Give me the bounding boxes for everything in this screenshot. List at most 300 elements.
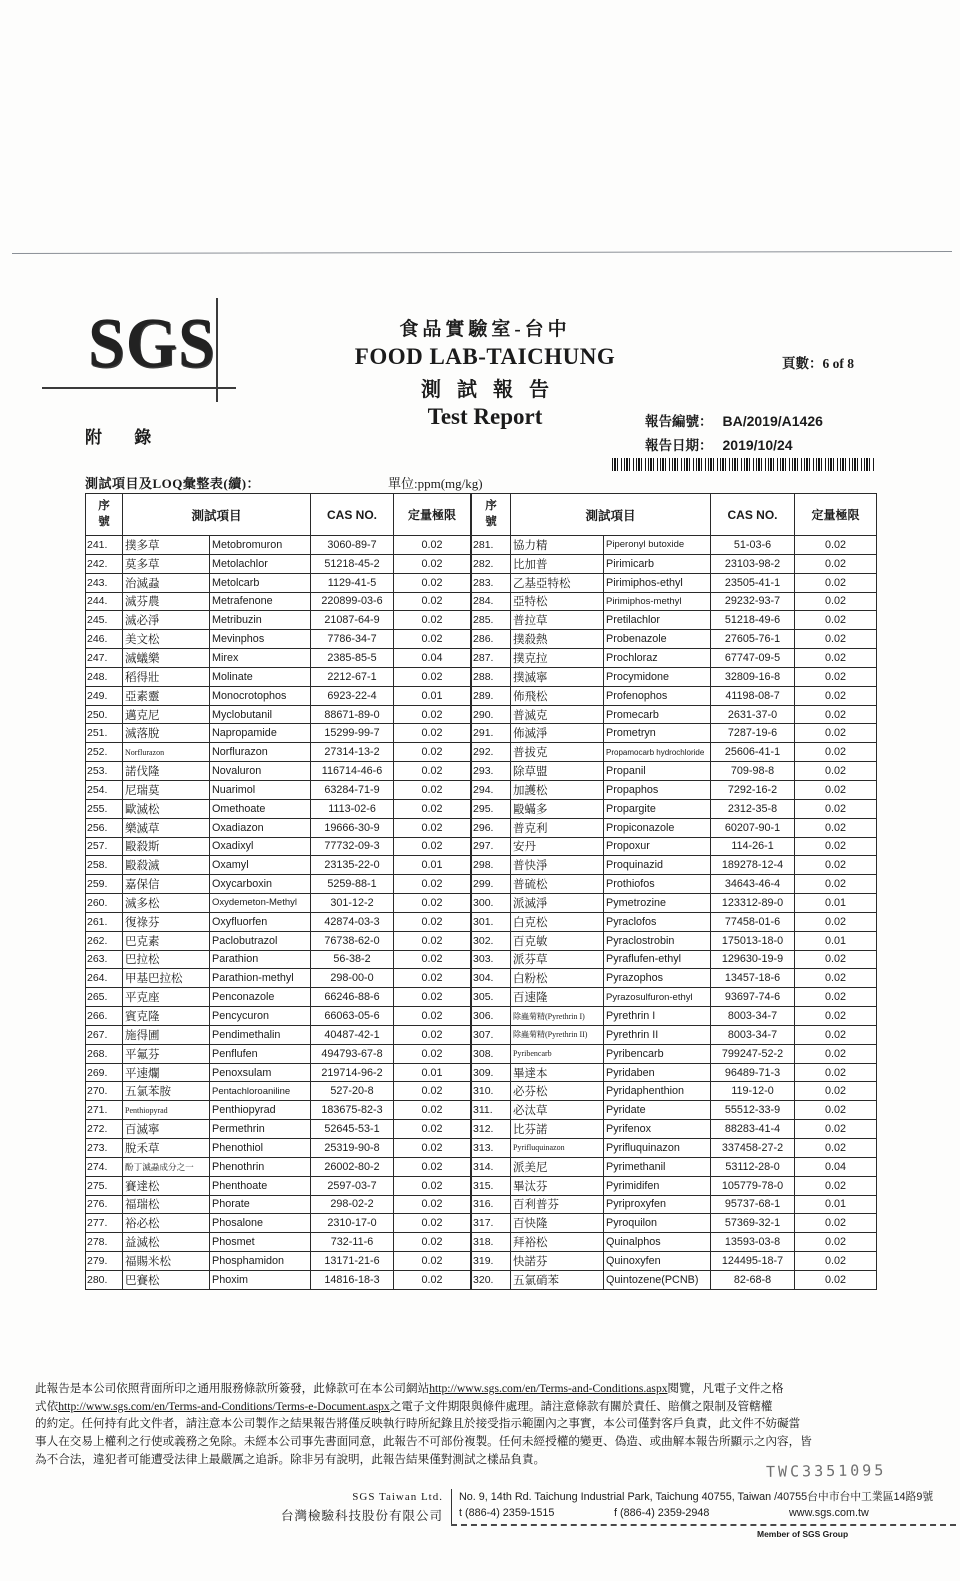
cas-number: 123312-89-0 [711,894,795,913]
item-name-en: Permethrin [210,1120,311,1139]
cas-number: 494793-67-8 [311,1044,394,1063]
item-name-en: Pyrifenox [604,1120,711,1139]
loq-value: 0.02 [795,856,877,875]
item-name-zh: 安丹 [511,837,604,856]
cas-number: 63284-71-9 [311,780,394,799]
table-row [472,875,877,894]
loq-value: 0.02 [795,1120,877,1139]
cas-number: 13593-03-8 [711,1233,795,1252]
item-name-en: Omethoate [210,799,311,818]
loq-value: 0.02 [795,818,877,837]
item-name-en: Propoxur [604,837,711,856]
item-name-zh: 巴克素 [123,931,210,950]
cas-number: 13171-21-6 [311,1252,394,1271]
item-name-en: Mirex [210,649,311,668]
row-seq-number: 267. [86,1025,123,1044]
table-row [86,1044,471,1063]
item-name-zh: Penthiopyrad [123,1101,210,1120]
item-name-zh: 乙基亞特松 [511,573,604,592]
item-name-en: Phosalone [210,1214,311,1233]
row-seq-number: 259. [86,875,123,894]
item-name-en: Pirimiphos-ethyl [604,573,711,592]
cas-number: 298-00-0 [311,969,394,988]
table-row [86,1101,471,1120]
item-name-en: Pyraflufen-ethyl [604,950,711,969]
item-name-en: Pencycuron [210,1007,311,1026]
row-seq-number: 294. [472,780,511,799]
row-seq-number: 252. [86,743,123,762]
company-contact-block [459,1489,959,1519]
cas-number: 55512-33-9 [711,1101,795,1120]
col-header-seq: 序 號 [86,494,123,536]
cas-number: 82-68-8 [711,1270,795,1289]
table-row [472,592,877,611]
table-row [86,667,471,686]
item-name-zh: 歐滅松 [123,799,210,818]
cas-number: 114-26-1 [711,837,795,856]
row-seq-number: 292. [472,743,511,762]
cas-number: 8003-34-7 [711,1025,795,1044]
table-row [86,649,471,668]
table-row [472,1044,877,1063]
row-seq-number: 261. [86,912,123,931]
row-seq-number: 286. [472,630,511,649]
report-date-value: 2019/10/24 [722,437,793,453]
row-seq-number: 318. [472,1233,511,1252]
item-name-en: Metolcarb [210,573,311,592]
cas-number: 14816-18-3 [311,1270,394,1289]
table-row [86,592,471,611]
loq-value: 0.02 [795,1082,877,1101]
item-name-en: Parathion-methyl [210,969,311,988]
cas-number: 77458-01-6 [711,912,795,931]
item-name-en: Pyrazosulfuron-ethyl [604,988,711,1007]
loq-value: 0.02 [795,630,877,649]
table-row [472,818,877,837]
loq-value: 0.04 [795,1157,877,1176]
table-row [472,1233,877,1252]
item-name-zh: Norflurazon [123,743,210,762]
item-name-zh: 裕必松 [123,1214,210,1233]
item-name-en: Oxydemeton-Methyl [210,894,311,913]
row-seq-number: 304. [472,969,511,988]
company-website: www.sgs.com.tw [789,1507,869,1519]
item-name-en: Propargite [604,799,711,818]
item-name-zh: 復祿芬 [123,912,210,931]
item-name-zh: 撲殺熱 [511,630,604,649]
cas-number: 23103-98-2 [711,554,795,573]
item-name-zh: 福賜米松 [123,1252,210,1271]
table-row [86,1157,471,1176]
loq-value: 0.02 [795,1063,877,1082]
item-name-zh: 普快淨 [511,856,604,875]
row-seq-number: 249. [86,686,123,705]
item-name-en: Pyroquilon [604,1214,711,1233]
table-row [472,705,877,724]
item-name-en: Pirimicarb [604,554,711,573]
loq-value: 0.02 [394,931,471,950]
item-name-en: Metobromuron [210,536,311,555]
loq-section-title: 測試項目及LOQ彙整表(續)： [85,473,260,494]
item-name-zh: 嘉保信 [123,875,210,894]
item-name-zh: 百快隆 [511,1214,604,1233]
row-seq-number: 245. [86,611,123,630]
cas-number: 95737-68-1 [711,1195,795,1214]
cas-number: 34643-46-4 [711,875,795,894]
item-name-en: Pyridaben [604,1063,711,1082]
item-name-en: Piperonyl butoxide [604,536,711,555]
item-name-en: Monocrotophos [210,686,311,705]
col-header-cas: CAS NO. [711,494,795,536]
row-seq-number: 295. [472,799,511,818]
row-seq-number: 262. [86,931,123,950]
cas-number: 51218-45-2 [311,554,394,573]
row-seq-number: 274. [86,1157,123,1176]
item-name-en: Prothiofos [604,875,711,894]
terms-url: http://www.sgs.com/en/Terms-and-Conditions/Terms-e-Document.aspx [58,1399,390,1413]
report-number-label: 報告編號： [645,414,713,429]
item-name-zh: 巴拉松 [123,950,210,969]
cas-number: 189278-12-4 [711,856,795,875]
cas-number: 96489-71-3 [711,1063,795,1082]
row-seq-number: 306. [472,1007,511,1026]
cas-number: 88671-89-0 [311,705,394,724]
table-row [86,818,471,837]
item-name-zh: 除蟲菊精(Pyrethrin I) [511,1007,604,1026]
table-row [86,1120,471,1139]
item-name-en: Phenothrin [210,1157,311,1176]
row-seq-number: 288. [472,667,511,686]
row-seq-number: 309. [472,1063,511,1082]
row-seq-number: 285. [472,611,511,630]
table-row [472,630,877,649]
item-name-en: Phoxim [210,1270,311,1289]
table-row [472,1157,877,1176]
item-name-zh: 尼瑞莫 [123,780,210,799]
item-name-zh: Pyribencarb [511,1044,604,1063]
loq-value: 0.02 [795,536,877,555]
col-header-seq: 序 號 [472,494,511,536]
row-seq-number: 265. [86,988,123,1007]
table-row [86,554,471,573]
cas-number: 57369-32-1 [711,1214,795,1233]
item-name-en: Promecarb [604,705,711,724]
item-name-en: Quinalphos [604,1233,711,1252]
row-seq-number: 242. [86,554,123,573]
item-name-en: Pyraclostrobin [604,931,711,950]
item-name-en: Phosphamidon [210,1252,311,1271]
loq-value: 0.02 [394,875,471,894]
loq-value: 0.02 [795,1252,877,1271]
item-name-zh: 拜裕松 [511,1233,604,1252]
row-seq-number: 298. [472,856,511,875]
loq-value: 0.02 [394,799,471,818]
cas-number: 732-11-6 [311,1233,394,1252]
terms-line: 式依http://www.sgs.com/en/Terms-and-Conditions/Terms-e-Document.aspx之電子文件期限與條件處理。請注意條款有關於責任、賠償之限制及管轄權 [35,1399,773,1413]
loq-value: 0.02 [394,988,471,1007]
report-title-block [295,314,675,430]
cas-number: 26002-80-2 [311,1157,394,1176]
loq-value: 0.02 [795,649,877,668]
cas-number: 67747-09-5 [711,649,795,668]
document-stamp-number: TWC3351095 [765,1461,887,1481]
loq-value: 0.02 [795,724,877,743]
item-name-en: Oxadixyl [210,837,311,856]
item-name-en: Molinate [210,667,311,686]
table-row [86,1007,471,1026]
cas-number: 183675-82-3 [311,1101,394,1120]
loq-value: 0.02 [394,818,471,837]
lab-name-en: FOOD LAB-TAICHUNG [354,344,616,369]
row-seq-number: 246. [86,630,123,649]
row-seq-number: 263. [86,950,123,969]
row-seq-number: 250. [86,705,123,724]
item-name-en: Penconazole [210,988,311,1007]
loq-value: 0.01 [394,1063,471,1082]
report-date-line [645,434,793,454]
item-name-zh: 五氯硝苯 [511,1270,604,1289]
loq-value: 0.02 [394,630,471,649]
company-fax: f (886-4) 2359-2948 [614,1507,710,1519]
table-row [472,950,877,969]
table-row [86,799,471,818]
table-row [86,1195,471,1214]
row-seq-number: 319. [472,1252,511,1271]
table-row [472,573,877,592]
table-row [472,743,877,762]
table-row [86,950,471,969]
cas-number: 7786-34-7 [311,630,394,649]
company-address: No. 9, 14th Rd. Taichung Industrial Park, Taichung 40755, Taiwan /40755台中市台中工業區14路9號 [459,1491,934,1503]
loq-value: 0.02 [795,573,877,592]
item-name-en: Parathion [210,950,311,969]
cas-number: 77732-09-3 [311,837,394,856]
table-row [86,1082,471,1101]
table-row [472,856,877,875]
loq-value: 0.02 [394,724,471,743]
cas-number: 60207-90-1 [711,818,795,837]
item-name-en: Paclobutrazol [210,931,311,950]
loq-value: 0.02 [795,1025,877,1044]
item-name-en: Pyrimidifen [604,1176,711,1195]
row-seq-number: 278. [86,1233,123,1252]
loq-value: 0.02 [795,667,877,686]
row-seq-number: 257. [86,837,123,856]
loq-value: 0.02 [394,1101,471,1120]
item-name-en: Oxamyl [210,856,311,875]
terms-url: http://www.sgs.com/en/Terms-and-Conditions.aspx [429,1382,668,1395]
row-seq-number: 255. [86,799,123,818]
item-name-zh: 畢達本 [511,1063,604,1082]
item-name-zh: 普拉草 [511,611,604,630]
row-seq-number: 297. [472,837,511,856]
loq-value: 0.02 [394,1044,471,1063]
table-row [86,1270,471,1289]
item-name-zh: 白克松 [511,912,604,931]
row-seq-number: 284. [472,592,511,611]
item-name-zh: 賓克隆 [123,1007,210,1026]
table-row [86,1252,471,1271]
cas-number: 23505-41-1 [711,573,795,592]
cas-number: 2310-17-0 [311,1214,394,1233]
terms-line: 為不合法，違犯者可能遭受法律上最嚴厲之追訴。除非另有說明，此報告結果僅對測試之樣品負責。 [35,1452,546,1466]
loq-table-left [85,493,471,1290]
item-name-en: Pyrethrin II [604,1025,711,1044]
item-name-en: Propaphos [604,780,711,799]
cas-number: 21087-64-9 [311,611,394,630]
table-row [86,875,471,894]
item-name-zh: 百利普芬 [511,1195,604,1214]
loq-value: 0.02 [394,1139,471,1158]
cas-number: 23135-22-0 [311,856,394,875]
cas-number: 5259-88-1 [311,875,394,894]
item-name-en: Novaluron [210,762,311,781]
row-seq-number: 302. [472,931,511,950]
item-name-en: Propamocarb hydrochloride [604,743,711,762]
col-header-cas: CAS NO. [311,494,394,536]
row-seq-number: 293. [472,762,511,781]
item-name-zh: 莫多草 [123,554,210,573]
loq-value: 0.02 [394,705,471,724]
row-seq-number: 251. [86,724,123,743]
item-name-en: Prometryn [604,724,711,743]
footer-divider [451,1489,452,1525]
item-name-zh: 協力精 [511,536,604,555]
item-name-zh: 巴賽松 [123,1270,210,1289]
unit-label: 單位:ppm(mg/kg) [388,476,483,491]
table-row [86,912,471,931]
loq-value: 0.01 [394,856,471,875]
item-name-zh: 毆殺滅 [123,856,210,875]
row-seq-number: 296. [472,818,511,837]
item-name-en: Phenthoate [210,1176,311,1195]
loq-value: 0.02 [795,1176,877,1195]
item-name-en: Phorate [210,1195,311,1214]
cas-number: 219714-96-2 [311,1063,394,1082]
cas-number: 2385-85-5 [311,649,394,668]
cas-number: 66063-05-6 [311,1007,394,1026]
cas-number: 298-02-2 [311,1195,394,1214]
loq-value: 0.02 [795,912,877,931]
item-name-zh: 除蟲菊精(Pyrethrin II) [511,1025,604,1044]
loq-value: 0.02 [394,1025,471,1044]
item-name-zh: 撲克拉 [511,649,604,668]
loq-value: 0.02 [394,894,471,913]
row-seq-number: 317. [472,1214,511,1233]
col-header-loq: 定量極限 [795,494,877,536]
loq-value: 0.02 [795,592,877,611]
item-name-zh: 加護松 [511,780,604,799]
item-name-zh: 派美尼 [511,1157,604,1176]
row-seq-number: 272. [86,1120,123,1139]
loq-summary-table [85,493,877,1290]
item-name-zh: Pyrifluquinazon [511,1139,604,1158]
item-name-zh: 稻得壯 [123,667,210,686]
loq-value: 0.02 [394,762,471,781]
item-name-zh: 亞素靈 [123,686,210,705]
item-name-zh: 比加普 [511,554,604,573]
cas-number: 709-98-8 [711,762,795,781]
row-seq-number: 315. [472,1176,511,1195]
loq-value: 0.02 [394,912,471,931]
item-name-zh: 滅必淨 [123,611,210,630]
item-name-zh: 亞特松 [511,592,604,611]
table-row [472,780,877,799]
loq-table-right [471,493,877,1290]
cas-number: 799247-52-2 [711,1044,795,1063]
item-name-en: Napropamide [210,724,311,743]
loq-value: 0.02 [394,1214,471,1233]
row-seq-number: 299. [472,875,511,894]
loq-value: 0.02 [795,780,877,799]
item-name-en: Pyrethrin I [604,1007,711,1026]
company-phone: t (886-4) 2359-1515 [459,1507,555,1519]
cas-number: 3060-89-7 [311,536,394,555]
item-name-zh: 平氟芬 [123,1044,210,1063]
row-seq-number: 301. [472,912,511,931]
row-seq-number: 269. [86,1063,123,1082]
table-row [472,912,877,931]
cas-number: 15299-99-7 [311,724,394,743]
cas-number: 105779-78-0 [711,1176,795,1195]
item-name-zh: 畢汰芬 [511,1176,604,1195]
loq-value: 0.02 [394,1157,471,1176]
row-seq-number: 314. [472,1157,511,1176]
terms-line: 的約定。任何持有此文件者，請注意本公司製作之結果報告將僅反映執行時所紀錄且於接受指示範圍內之事實，本公司僅對客戶負責，此文件不妨礙當 [35,1417,801,1431]
item-name-en: Pyrazophos [604,969,711,988]
item-name-zh: 毆殺斯 [123,837,210,856]
item-name-zh: 必汰草 [511,1101,604,1120]
table-row [472,1025,877,1044]
item-name-en: Oxadiazon [210,818,311,837]
item-name-en: Procymidone [604,667,711,686]
cas-number: 124495-18-7 [711,1252,795,1271]
row-seq-number: 247. [86,649,123,668]
table-row [472,1176,877,1195]
item-name-zh: 佈飛松 [511,686,604,705]
item-name-zh: 益滅松 [123,1233,210,1252]
cas-number: 51218-49-6 [711,611,795,630]
row-seq-number: 260. [86,894,123,913]
table-row [86,686,471,705]
sgs-logo: SGS [88,304,216,383]
item-name-en: Pirimiphos-methyl [604,592,711,611]
item-name-zh: 治滅蝨 [123,573,210,592]
loq-value: 0.02 [394,1120,471,1139]
item-name-en: Profenophos [604,686,711,705]
cas-number: 27314-13-2 [311,743,394,762]
table-row [472,837,877,856]
appendix-heading: 附 錄 [85,428,166,447]
row-seq-number: 282. [472,554,511,573]
loq-value: 0.01 [795,894,877,913]
item-name-zh: 甲基巴拉松 [123,969,210,988]
item-name-zh: 平速爛 [123,1063,210,1082]
row-seq-number: 307. [472,1025,511,1044]
terms-line: 事人在交易上權利之行使或義務之免除。未經本公司事先書面同意，此報告不可部份複製。任何未經授權的變更、偽造、或曲解本報告所顯示之內容，皆 [35,1435,812,1449]
table-row [472,1270,877,1289]
loq-value: 0.02 [394,573,471,592]
cas-number: 76738-62-0 [311,931,394,950]
item-name-en: Phosmet [210,1233,311,1252]
item-name-en: Pyridate [604,1101,711,1120]
row-seq-number: 273. [86,1139,123,1158]
cas-number: 8003-34-7 [711,1007,795,1026]
row-seq-number: 254. [86,780,123,799]
loq-value: 0.02 [394,554,471,573]
loq-value: 0.02 [795,1101,877,1120]
loq-value: 0.02 [795,1233,877,1252]
